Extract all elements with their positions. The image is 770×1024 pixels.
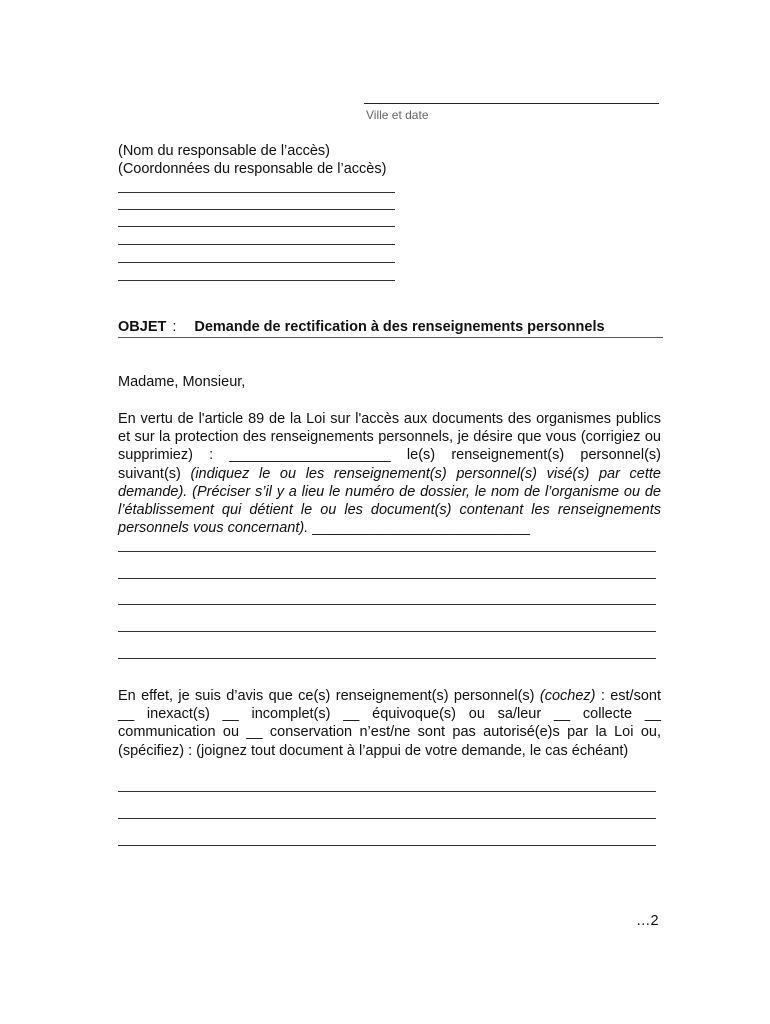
request-text: En vertu de l'article 89 de la Loi sur l'accès aux documents des organismes publics et sur la protection des renseignements personnels, je désire que vous (corrigiez ou supprimiez) : ____________________ le(s) renseignement(s) personnel(s) suivant(s) <box>118 411 661 482</box>
request-blank: ___________________________ <box>308 520 530 537</box>
address-blank-line[interactable] <box>118 192 395 193</box>
subject-title: Demande de rectification à des renseignements personnels <box>194 319 605 335</box>
details-fill-line[interactable] <box>118 604 656 605</box>
recipient-coords-line: (Coordonnées du responsable de l’accès) <box>118 161 387 177</box>
reason-instruction: (cochez) <box>539 688 596 704</box>
recipient-name-line: (Nom du responsable de l’accès) <box>118 143 330 159</box>
subject-label: OBJET <box>118 319 167 335</box>
details-fill-line[interactable] <box>118 658 656 659</box>
recipient-block <box>118 142 386 178</box>
subject-underline <box>118 337 663 338</box>
details-fill-line[interactable] <box>118 551 656 552</box>
reason-paragraph <box>118 687 661 760</box>
address-blank-line[interactable] <box>118 209 395 210</box>
reason-fill-line[interactable] <box>118 791 656 792</box>
date-signature-line <box>364 103 659 104</box>
details-fill-line[interactable] <box>118 578 656 579</box>
reason-options: : est/sont __ inexact(s) __ incomplet(s) __ équivoque(s) ou sa/leur __ collecte __ communication ou __ conservation n’est/ne sont pas autorisé(e)s par la Loi ou, (spécifiez) : (joignez tout document à l’appui de votre demande, le cas échéant) <box>118 688 661 759</box>
request-paragraph <box>118 410 661 537</box>
subject-line <box>118 319 605 335</box>
details-fill-line[interactable] <box>118 631 656 632</box>
greeting: Madame, Monsieur, <box>118 374 246 390</box>
request-instructions: (indiquez le ou les renseignement(s) personnel(s) visé(s) par cette demande). (Préciser s’il y a lieu le numéro de dossier, le nom de l’organisme ou de l’établissement qui détient le ou les document(s) contenant les renseignements personnels vous concernant). <box>118 465 661 537</box>
subject-colon: : <box>172 319 177 335</box>
address-blank-line[interactable] <box>118 262 395 263</box>
address-blank-line[interactable] <box>118 226 395 227</box>
address-blank-line[interactable] <box>118 244 395 245</box>
date-label: Ville et date <box>366 108 429 122</box>
page-number: …2 <box>636 913 659 929</box>
reason-fill-line[interactable] <box>118 818 656 819</box>
reason-fill-line[interactable] <box>118 845 656 846</box>
reason-text: En effet, je suis d’avis que ce(s) renseignement(s) personnel(s) <box>118 688 540 704</box>
address-blank-line[interactable] <box>118 280 395 281</box>
